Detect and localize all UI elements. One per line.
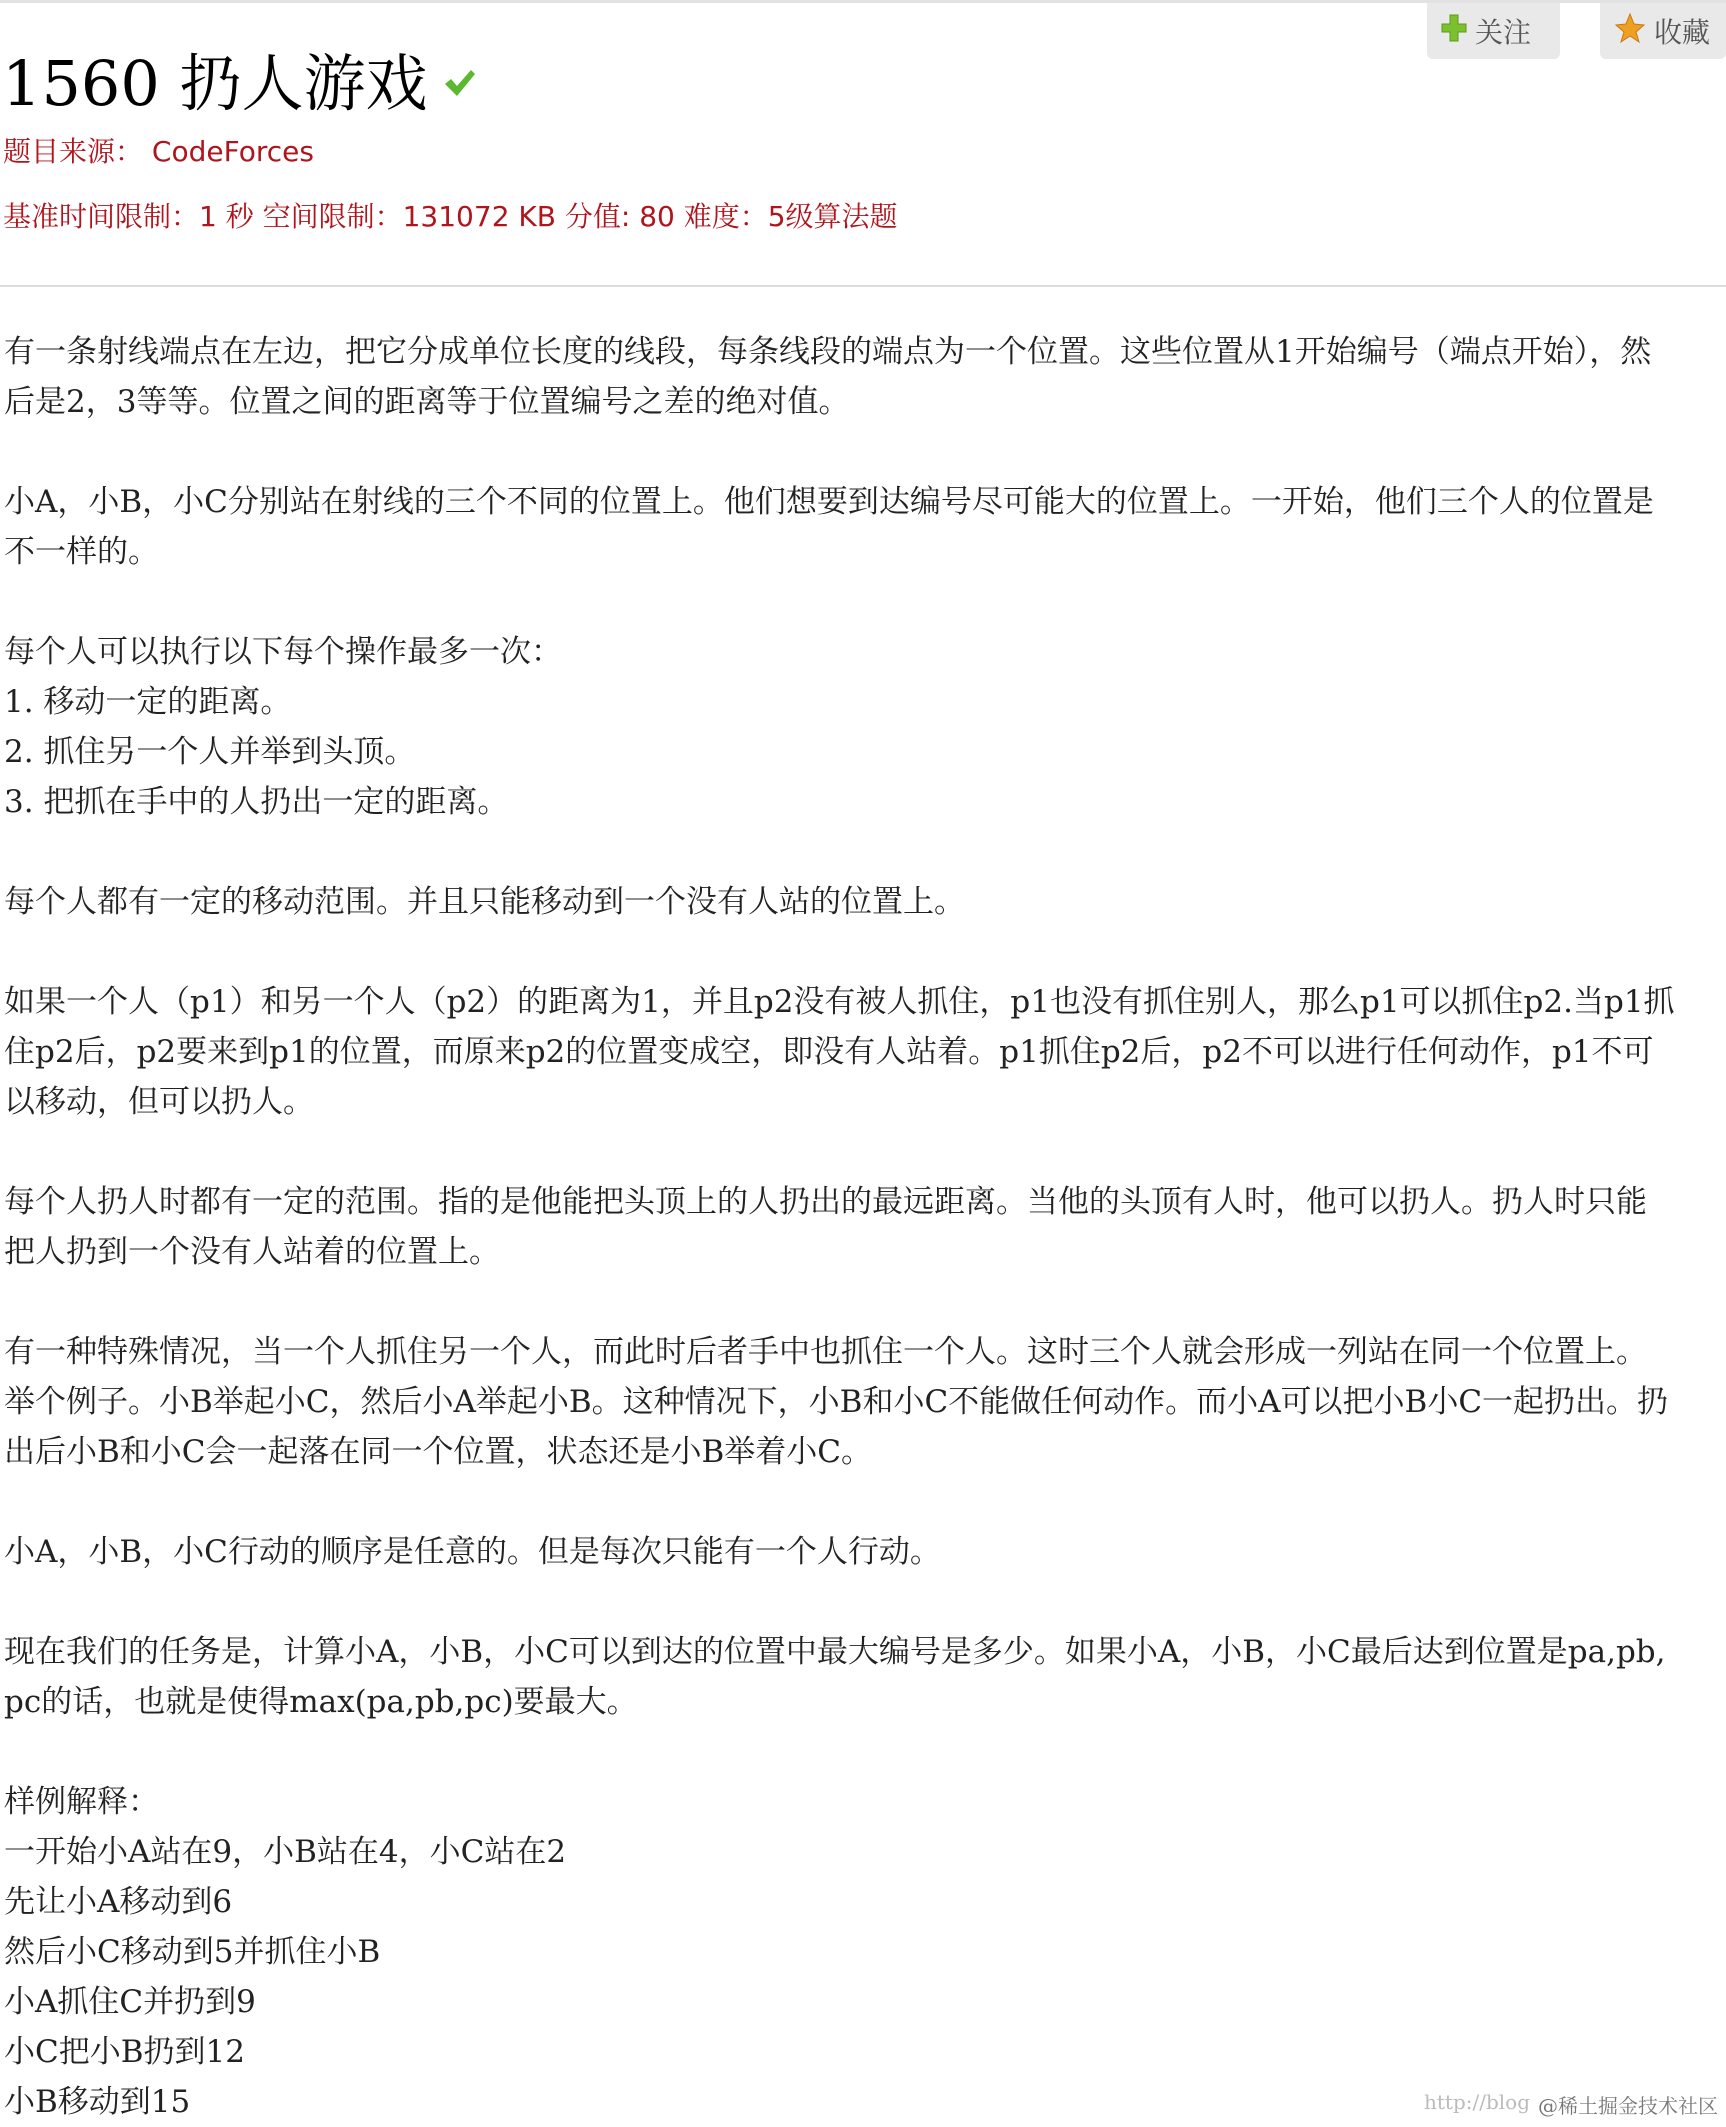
- text-line: 每个人可以执行以下每个操作最多一次：: [4, 634, 562, 670]
- text-line: 小A，小B，小C行动的顺序是任意的。但是每次只能有一个人行动。: [4, 1534, 941, 1570]
- paragraph: [4, 1777, 1724, 2127]
- source-link[interactable]: CodeForces: [151, 135, 314, 168]
- star-icon: [1614, 12, 1646, 51]
- problem-number: 1560: [2, 47, 160, 120]
- paragraph: [4, 977, 1724, 1127]
- paragraph: [4, 627, 1724, 827]
- text-line: 1. 移动一定的距离。: [4, 684, 292, 720]
- text-line: 后是2，3等等。位置之间的距离等于位置编号之差的绝对值。: [4, 384, 850, 420]
- text-line: 以移动，但可以扔人。: [4, 1084, 314, 1120]
- text-line: 出后小B和小C会一起落在同一个位置，状态还是小B举着小C。: [4, 1434, 872, 1470]
- paragraph-gap: [4, 827, 1724, 877]
- paragraph-gap: [4, 1727, 1724, 1777]
- problem-source: [3, 130, 314, 170]
- text-line: 小C把小B扔到12: [4, 2034, 245, 2070]
- watermark-site: @稀土掘金技术社区: [1538, 2094, 1718, 2118]
- text-line: pc的话，也就是使得max(pa,pb,pc)要最大。: [4, 1684, 638, 1720]
- follow-button[interactable]: [1427, 3, 1560, 59]
- problem-title: 扔人游戏: [179, 47, 428, 120]
- text-line: 不一样的。: [4, 534, 159, 570]
- paragraph: [4, 1327, 1724, 1477]
- text-line: 住p2后，p2要来到p1的位置，而原来p2的位置变成空，即没有人站着。p1抓住p2后，p2不可以进行任何动作，p1不可: [4, 1034, 1654, 1070]
- text-line: 如果一个人（p1）和另一个人（p2）的距离为1，并且p2没有被人抓住，p1也没有抓住别人，那么p1可以抓住p2.当p1抓: [4, 984, 1675, 1020]
- follow-label: 关注: [1475, 16, 1532, 49]
- divider: [0, 285, 1726, 287]
- text-line: 每个人都有一定的移动范围。并且只能移动到一个没有人站的位置上。: [4, 884, 965, 920]
- text-line: 有一种特殊情况，当一个人抓住另一个人，而此时后者手中也抓住一个人。这时三个人就会形成一列站在同一个位置上。: [4, 1334, 1647, 1370]
- text-line: 然后小C移动到5并抓住小B: [4, 1934, 381, 1970]
- text-line: 小A抓住C并扔到9: [4, 1984, 256, 2020]
- text-line: 一开始小A站在9，小B站在4，小C站在2: [4, 1834, 567, 1870]
- text-line: 小B移动到15: [4, 2084, 191, 2120]
- text-line: 举个例子。小B举起小C，然后小A举起小B。这种情况下，小B和小C不能做任何动作。而小A可以把小B小C一起扔出。扔: [4, 1384, 1669, 1420]
- paragraph-gap: [4, 427, 1724, 477]
- paragraph: [4, 1177, 1724, 1277]
- plus-icon: [1441, 13, 1467, 50]
- text-line: 小A，小B，小C分别站在射线的三个不同的位置上。他们想要到达编号尽可能大的位置上。一开始，他们三个人的位置是: [4, 484, 1654, 520]
- paragraph: [4, 477, 1724, 577]
- paragraph-gap: [4, 927, 1724, 977]
- text-line: 现在我们的任务是，计算小A，小B，小C可以到达的位置中最大编号是多少。如果小A，小B，小C最后达到位置是pa,pb,: [4, 1634, 1666, 1670]
- source-label: 题目来源：: [3, 135, 144, 168]
- check-icon: [442, 42, 476, 115]
- watermark: [1424, 2090, 1718, 2119]
- text-line: 2. 抓住另一个人并举到头顶。: [4, 734, 416, 770]
- paragraph-gap: [4, 1277, 1724, 1327]
- page-title: [2, 34, 476, 123]
- text-line: 把人扔到一个没有人站着的位置上。: [4, 1234, 500, 1270]
- paragraph: [4, 877, 1724, 927]
- paragraph-gap: [4, 1577, 1724, 1627]
- text-line: 有一条射线端点在左边，把它分成单位长度的线段，每条线段的端点为一个位置。这些位置从1开始编号（端点开始），然: [4, 334, 1652, 370]
- favorite-label: 收藏: [1654, 16, 1711, 49]
- paragraph: [4, 327, 1724, 427]
- paragraph: [4, 1627, 1724, 1727]
- text-line: 样例解释：: [4, 1784, 159, 1820]
- paragraph-gap: [4, 1127, 1724, 1177]
- paragraph: [4, 1527, 1724, 1577]
- text-line: 每个人扔人时都有一定的范围。指的是他能把头顶上的人扔出的最远距离。当他的头顶有人时，他可以扔人。扔人时只能: [4, 1184, 1647, 1220]
- paragraph-gap: [4, 1477, 1724, 1527]
- text-line: 3. 把抓在手中的人扔出一定的距离。: [4, 784, 509, 820]
- problem-description: [4, 327, 1724, 2127]
- problem-limits: 基准时间限制：1 秒 空间限制：131072 KB 分值: 80 难度：5级算法题: [3, 200, 898, 233]
- paragraph-gap: [4, 577, 1724, 627]
- text-line: 先让小A移动到6: [4, 1884, 233, 1920]
- favorite-button[interactable]: [1600, 3, 1726, 59]
- watermark-url: http://blog: [1423, 2090, 1530, 2114]
